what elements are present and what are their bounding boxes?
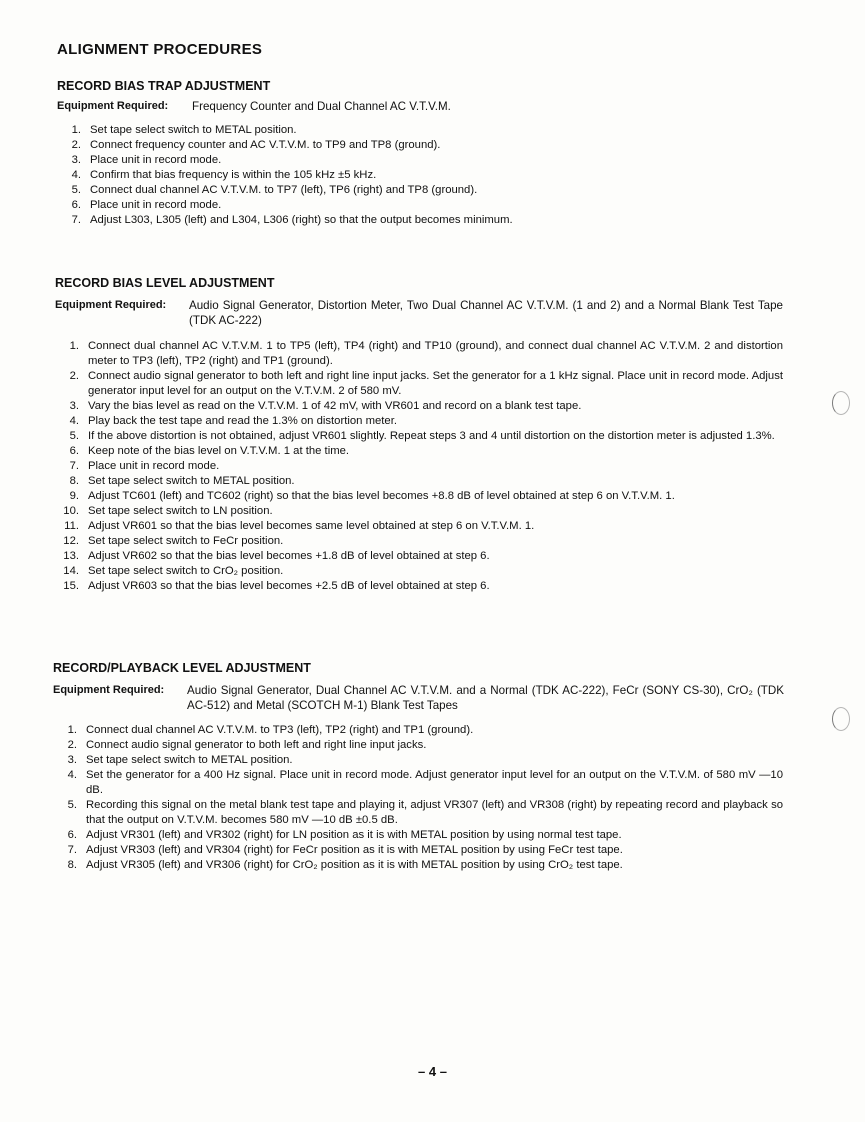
- step-item: [63, 534, 783, 549]
- step-text: Place unit in record mode.: [90, 154, 222, 166]
- punch-hole-mark: [832, 707, 850, 731]
- steps-list: [63, 339, 783, 594]
- step-text: Adjust VR303 (left) and VR304 (right) for FeCr position as it is with METAL position by using FeCr test tape.: [86, 844, 623, 856]
- step-text: Adjust L303, L305 (left) and L304, L306 (right) so that the output becomes minimum.: [90, 214, 513, 226]
- step-text: Connect dual channel AC V.T.V.M. to TP3 (left), TP2 (right) and TP1 (ground).: [86, 724, 474, 736]
- step-number: 8.: [67, 859, 77, 871]
- step-text: Set tape select switch to METAL position.: [90, 124, 297, 136]
- step-number: 10.: [63, 505, 79, 517]
- step-text: Confirm that bias frequency is within the 105 kHz ±5 kHz.: [90, 169, 377, 181]
- step-item: [63, 579, 783, 594]
- step-text: Place unit in record mode.: [88, 460, 220, 472]
- step-number: 2.: [67, 739, 77, 751]
- step-number: 13.: [63, 550, 79, 562]
- step-number: 8.: [69, 475, 79, 487]
- step-number: 4.: [69, 415, 79, 427]
- step-number: 3.: [69, 400, 79, 412]
- step-text: Connect dual channel AC V.T.V.M. to TP7 (left), TP6 (right) and TP8 (ground).: [90, 184, 478, 196]
- equipment-required: [53, 683, 784, 713]
- step-text: If the above distortion is not obtained, adjust VR601 slightly. Repeat steps 3 and 4 until distortion on the distortion meter is adjusted 1.3%.: [88, 430, 775, 442]
- step-item: [69, 414, 783, 429]
- step-text: Connect audio signal generator to both left and right line input jacks.: [86, 739, 427, 751]
- step-number: 7.: [71, 214, 81, 226]
- step-item: [71, 183, 785, 198]
- step-text: Connect audio signal generator to both left and right line input jacks. Set the generator for a 1 kHz signal. Place unit in record mode. Adjust generator input level for an output on the V.T.V.M. 2 of 580 mV.: [88, 370, 783, 397]
- step-number: 3.: [67, 754, 77, 766]
- equipment-required: [57, 99, 787, 114]
- equipment-label: Equipment Required:: [55, 299, 167, 311]
- step-item: [67, 768, 783, 798]
- step-item: [69, 429, 783, 444]
- step-text: Adjust TC601 (left) and TC602 (right) so that the bias level becomes +8.8 dB of level obtained at step 6 on V.T.V.M. 1.: [88, 490, 675, 502]
- step-item: [69, 459, 783, 474]
- step-number: 6.: [69, 445, 79, 457]
- step-text: Set tape select switch to LN position.: [88, 505, 273, 517]
- equipment-list: Audio Signal Generator, Dual Channel AC V.T.V.M. and a Normal (TDK AC-222), FeCr (SONY CS-30), CrO₂ (TDK AC-512) and Metal (SCOTCH M-1) Blank Test Tapes: [187, 684, 784, 712]
- page-title: ALIGNMENT PROCEDURES: [57, 41, 263, 58]
- step-text: Adjust VR301 (left) and VR302 (right) for LN position as it is with METAL position by using normal test tape.: [86, 829, 622, 841]
- step-item: [67, 798, 783, 828]
- step-item: [71, 213, 785, 228]
- equipment-list: Audio Signal Generator, Distortion Meter, Two Dual Channel AC V.T.V.M. (1 and 2) and a Normal Blank Test Tape (TDK AC-222): [189, 299, 783, 327]
- step-text: Set tape select switch to CrO₂ position.: [88, 565, 284, 577]
- step-number: 11.: [64, 520, 79, 532]
- step-text: Set the generator for a 400 Hz signal. Place unit in record mode. Adjust generator input level for an output on the V.T.V.M. of 580 mV —10 dB.: [86, 769, 783, 796]
- step-item: [67, 858, 783, 873]
- step-number: 1.: [69, 340, 79, 352]
- step-item: [67, 843, 783, 858]
- step-item: [71, 168, 785, 183]
- step-item: [71, 123, 785, 138]
- step-text: Adjust VR305 (left) and VR306 (right) for CrO₂ position as it is with METAL position by using CrO₂ test tape.: [86, 859, 623, 871]
- step-item: [63, 504, 783, 519]
- step-text: Connect dual channel AC V.T.V.M. 1 to TP5 (left), TP4 (right) and TP10 (ground), and connect dual channel AC V.T.V.M. 2 and distortion meter to TP3 (left), TP2 (right) and TP1 (ground).: [88, 340, 783, 367]
- equipment-label: Equipment Required:: [57, 100, 169, 112]
- step-number: 5.: [67, 799, 77, 811]
- step-text: Adjust VR603 so that the bias level becomes +2.5 dB of level obtained at step 6.: [88, 580, 490, 592]
- step-item: [69, 399, 783, 414]
- page-number: – 4 –: [418, 1064, 447, 1079]
- step-item: [63, 564, 783, 579]
- steps-list: [67, 723, 783, 873]
- step-number: 6.: [71, 199, 81, 211]
- step-text: Set tape select switch to METAL position.: [86, 754, 293, 766]
- step-number: 12.: [63, 535, 79, 547]
- section-title: RECORD/PLAYBACK LEVEL ADJUSTMENT: [53, 661, 311, 675]
- step-number: 2.: [71, 139, 81, 151]
- step-item: [69, 339, 783, 369]
- step-text: Connect frequency counter and AC V.T.V.M. to TP9 and TP8 (ground).: [90, 139, 441, 151]
- step-number: 9.: [69, 490, 79, 502]
- step-number: 5.: [69, 430, 79, 442]
- step-item: [69, 489, 783, 504]
- step-text: Adjust VR601 so that the bias level becomes same level obtained at step 6 on V.T.V.M. 1.: [88, 520, 535, 532]
- step-number: 7.: [69, 460, 79, 472]
- step-item: [69, 369, 783, 399]
- punch-hole-mark: [832, 391, 850, 415]
- step-number: 1.: [71, 124, 81, 136]
- step-number: 6.: [67, 829, 77, 841]
- section-title: RECORD BIAS LEVEL ADJUSTMENT: [55, 276, 275, 290]
- step-number: 4.: [71, 169, 81, 181]
- step-item: [67, 828, 783, 843]
- step-text: Set tape select switch to METAL position.: [88, 475, 295, 487]
- step-number: 15.: [63, 580, 79, 592]
- step-number: 7.: [67, 844, 77, 856]
- step-text: Set tape select switch to FeCr position.: [88, 535, 284, 547]
- step-item: [64, 519, 783, 534]
- step-item: [67, 753, 783, 768]
- step-item: [71, 138, 785, 153]
- equipment-label: Equipment Required:: [53, 684, 165, 696]
- step-number: 5.: [71, 184, 81, 196]
- step-number: 2.: [69, 370, 79, 382]
- step-text: Play back the test tape and read the 1.3% on distortion meter.: [88, 415, 397, 427]
- step-item: [71, 198, 785, 213]
- step-item: [69, 474, 783, 489]
- equipment-required: [55, 298, 783, 328]
- equipment-list: Frequency Counter and Dual Channel AC V.T.V.M.: [192, 100, 451, 113]
- step-number: 14.: [63, 565, 79, 577]
- step-text: Place unit in record mode.: [90, 199, 222, 211]
- step-text: Keep note of the bias level on V.T.V.M. 1 at the time.: [88, 445, 350, 457]
- steps-list: [71, 123, 785, 228]
- section-title: RECORD BIAS TRAP ADJUSTMENT: [57, 79, 271, 93]
- step-item: [67, 738, 783, 753]
- step-item: [71, 153, 785, 168]
- step-text: Recording this signal on the metal blank test tape and playing it, adjust VR307 (left) and VR308 (right) by repeating record and playback so that the output on V.T.V.M. becomes 580 mV —10 dB ±0.5 dB.: [86, 799, 783, 826]
- step-number: 1.: [67, 724, 77, 736]
- step-text: Adjust VR602 so that the bias level becomes +1.8 dB of level obtained at step 6.: [88, 550, 490, 562]
- step-number: 3.: [71, 154, 81, 166]
- step-item: [67, 723, 783, 738]
- step-number: 4.: [67, 769, 77, 781]
- step-text: Vary the bias level as read on the V.T.V.M. 1 of 42 mV, with VR601 and record on a blank test tape.: [88, 400, 582, 412]
- step-item: [69, 444, 783, 459]
- step-item: [63, 549, 783, 564]
